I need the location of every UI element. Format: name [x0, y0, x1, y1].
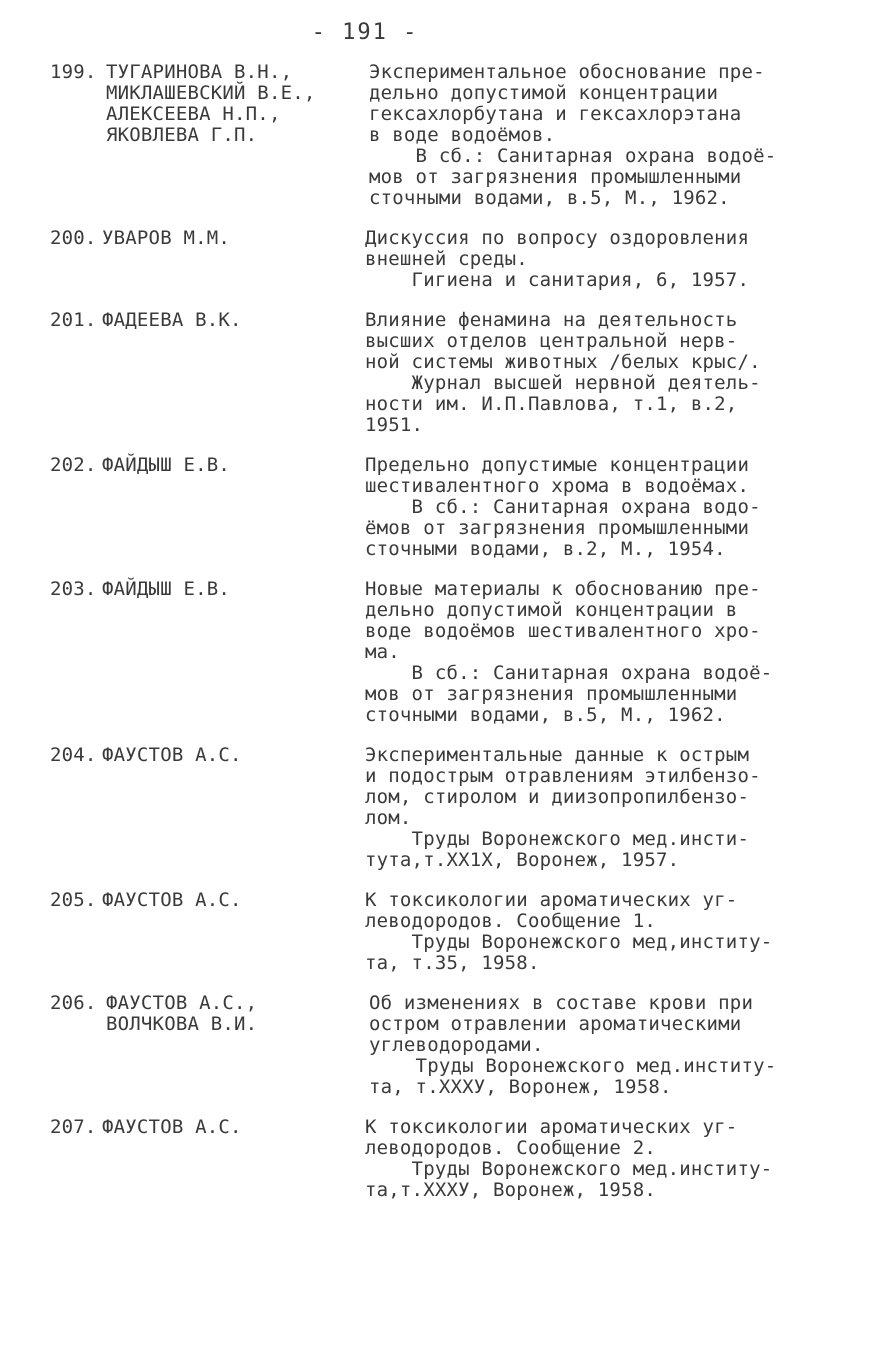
entry-authors: ФАДЕЕВА В.К.: [102, 309, 242, 331]
entry-citation: Новые материалы к обоснованию пре- дельно допустимой концентрации в воде водоёмов шестивалентного хро- ма. В сб.: Санитарная охрана водоё- мов от загрязнения промышленными сточными водами, в.5, М., 1962.: [365, 578, 773, 726]
bibliography-entry: [50, 1117, 850, 1201]
entry-citation: Предельно допустимые концентрации шестивалентного хрома в водоёмах. В сб.: Санитарная охрана водо- ёмов от загрязнения промышленными сточными водами, в.2, М., 1954.: [365, 454, 761, 560]
entry-citation: К токсикологии ароматических уг- леводородов. Сообщение 1. Труды Воронежского мед,институ- та, т.35, 1958.: [365, 889, 773, 974]
entry-authors: ФАЙДЫШ Е.В.: [102, 578, 231, 600]
entry-authors: УВАРОВ М.М.: [102, 227, 231, 249]
bibliography-entry: [50, 62, 850, 209]
entry-number: 207.: [50, 1116, 97, 1138]
bibliography-entry: [50, 228, 850, 291]
entry-citation: Дискуссия по вопросу оздоровления внешней среды. Гигиена и санитария, 6, 1957.: [365, 227, 750, 291]
entry-number: 200.: [50, 227, 97, 249]
bibliography-entry: [50, 310, 850, 436]
entry-authors: ФАУСТОВ А.С., ВОЛЧКОВА В.И.: [106, 992, 258, 1035]
entry-authors: ФАУСТОВ А.С.: [102, 889, 242, 911]
bibliography-entry: [50, 455, 850, 560]
entry-authors: ФАУСТОВ А.С.: [102, 1116, 242, 1138]
entry-number: 205.: [50, 889, 97, 911]
bibliography-entry: [50, 993, 850, 1098]
bibliography-entry: [50, 579, 850, 726]
entry-number: 203.: [50, 578, 97, 600]
bibliography-entry: [50, 890, 850, 974]
entry-authors: ФАУСТОВ А.С.: [102, 744, 242, 766]
entry-citation: Влияние фенамина на деятельность высших отделов центральной нерв- ной системы животных /белых крыс/. Журнал высшей нервной деятель- ности им. И.П.Павлова, т.1, в.2, 1951.: [365, 309, 761, 436]
entry-citation: Экспериментальное обоснование пре- дельно допустимой концентрации гексахлорбутана и гексахлорэтана в воде водоёмов. В сб.: Санитарная охрана водоё- мов от загрязнения промышленными сточными водами, в.5, М., 1962.: [369, 61, 777, 209]
page-number: - 191 -: [311, 20, 419, 45]
entry-citation: Об изменениях в составе крови при остром отравлении ароматическими углеводородами. Труды Воронежского мед.институ- та, т.XXXУ, Воронеж, 1958.: [369, 992, 777, 1098]
entry-number: 199.: [50, 61, 97, 83]
entry-authors: ТУГАРИНОВА В.Н., МИКЛАШЕВСКИЙ В.Е., АЛЕКСЕЕВА Н.П., ЯКОВЛЕВА Г.П.: [106, 61, 316, 146]
bibliography-list: [50, 62, 850, 1201]
entry-number: 204.: [50, 744, 97, 766]
entry-number: 202.: [50, 454, 97, 476]
entry-number: 201.: [50, 309, 97, 331]
entry-citation: К токсикологии ароматических уг- леводородов. Сообщение 2. Труды Воронежского мед.институ- та,т.XXXУ, Воронеж, 1958.: [365, 1116, 773, 1201]
bibliography-entry: [50, 745, 850, 871]
entry-number: 206.: [50, 992, 97, 1014]
entry-authors: ФАЙДЫШ Е.В.: [102, 454, 231, 476]
entry-citation: Экспериментальные данные к острым и подострым отравлениям этилбензо- лом, стиролом и диизопропилбензо- лом. Труды Воронежского мед.инсти- тута,т.XX1X, Воронеж, 1957.: [365, 744, 761, 871]
